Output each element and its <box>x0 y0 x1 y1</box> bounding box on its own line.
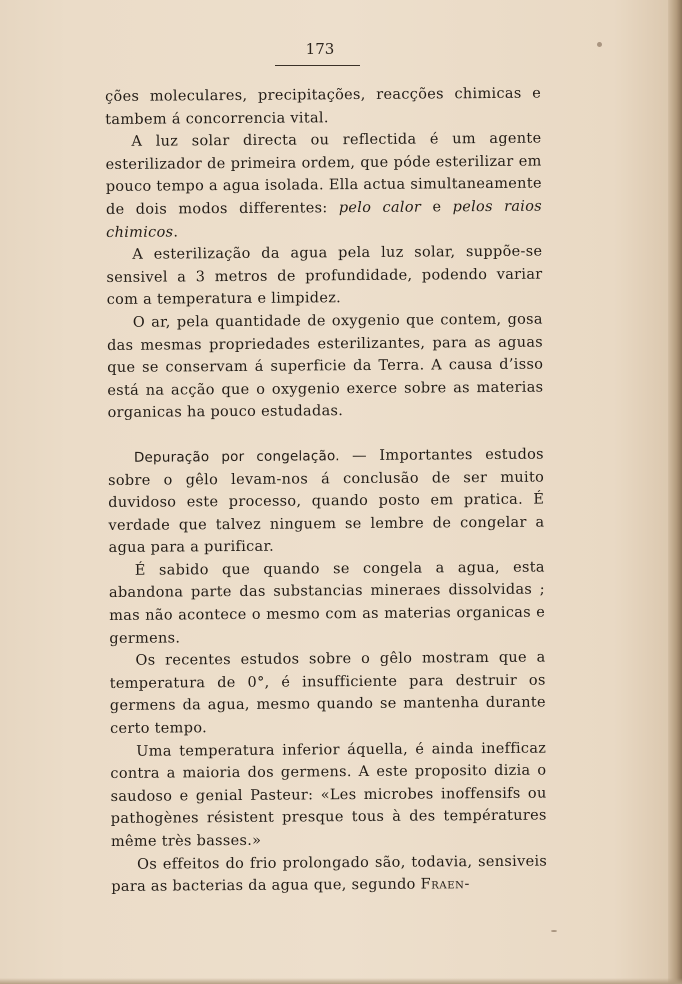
paragraph-5 <box>108 443 545 559</box>
page-edge-shadow <box>668 0 682 984</box>
paragraph-2-text: A luz solar directa ou reflectida é um agente esterilizador de primeira ordem, que póde esterilizar em pouco tempo a agua isolada. Ella actua simultaneamente de dois modos differentes: <box>105 130 542 218</box>
paragraph-9-text: Os effeitos do frio prolongado são, todavia, sensiveis para as bacterias da agua que, segundo <box>111 853 548 896</box>
paragraph-1: ções moleculares, precipitações, reacções chimicas e tambem á concorrencia vital. <box>105 85 542 128</box>
section-heading: Depuração por congelação. <box>133 448 340 466</box>
paragraph-2-conjunction: e <box>421 199 453 216</box>
paragraph-5-text: — Importantes estudos sobre o gêlo levam-nos á conclusão de ser muito duvidoso este processo, quando posto em pratica. É verdade que talvez ninguem se lembre de congelar a agua para a purificar. <box>108 446 545 557</box>
paragraph-6: É sabido que quando se congela a agua, esta abandona parte das substancias mineraes dissolvidas ; mas não acontece o mesmo com as materias organicas e germens. <box>108 559 546 647</box>
paragraph-2 <box>105 128 542 244</box>
page-bottom-shadow <box>0 978 682 984</box>
paragraph-3: A esterilização da agua pela luz solar, suppõe-se sensivel a 3 metros de profundidade, podendo variar com a temperatura e limpidez. <box>106 243 543 309</box>
paragraph-7: Os recentes estudos sobre o gêlo mostram que a temperatura de 0°, é insufficiente para destruir os germens da agua, mesmo quando se mantenha durante certo tempo. <box>109 649 546 738</box>
header-rule <box>275 65 360 66</box>
italic-pelos-raios-chimicos: pelos raios chimicos <box>106 198 543 241</box>
page-number: 173 <box>305 40 335 58</box>
paragraph-8: Uma temperatura inferior áquella, é ainda inefficaz contra a maioria dos germens. A este proposito dizia o saudoso e genial Pasteur: «Les microbes inoffensifs ou pathogènes résistent presque tous à des températures même très basses.» <box>110 740 547 850</box>
author-name-small-caps: Fraen- <box>420 876 471 893</box>
paper-speck <box>551 930 557 932</box>
paragraph-2-end: . <box>173 223 179 241</box>
body-text <box>105 83 547 899</box>
italic-pelo-calor: pelo calor <box>338 199 422 217</box>
paragraph-9 <box>111 850 547 899</box>
paragraph-4: O ar, pela quantidade de oxygenio que contem, gosa das mesmas propriedades esterilizantes, para as aguas que se conservam á superficie da Terra. A causa d’isso está na acção que o oxygenio exerce sobre as materias organicas ha pouco estudadas. <box>106 311 544 422</box>
